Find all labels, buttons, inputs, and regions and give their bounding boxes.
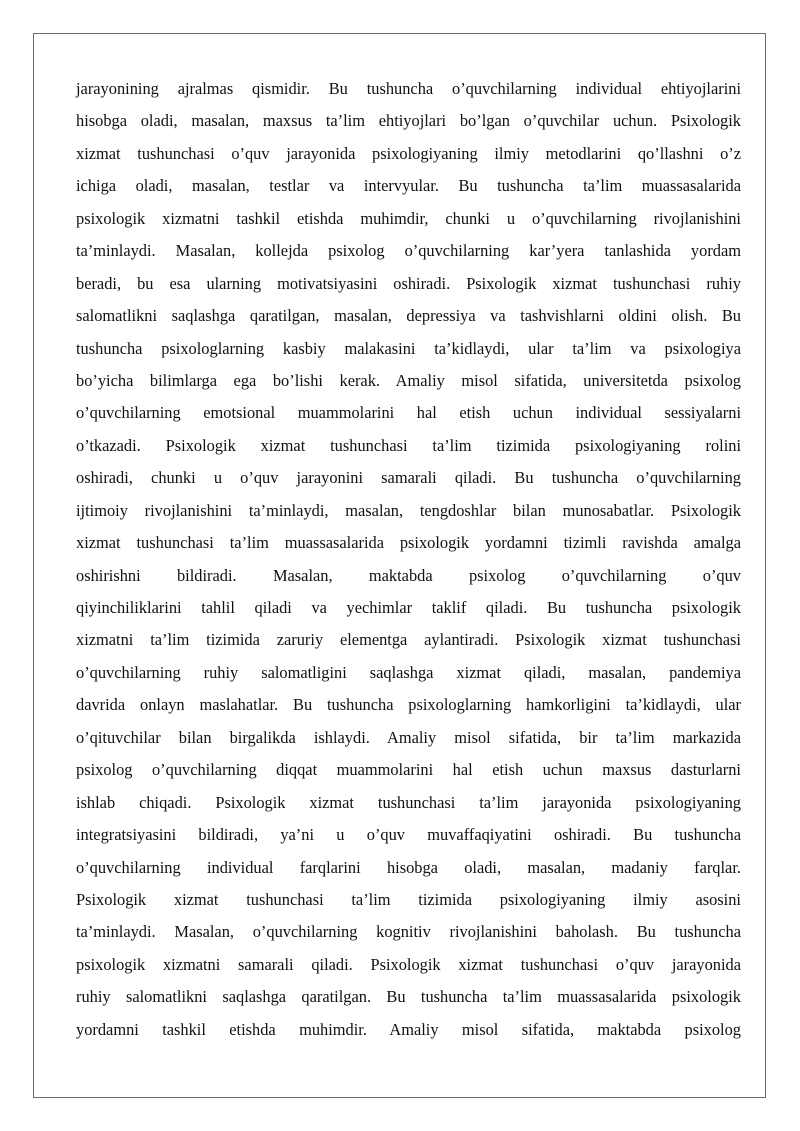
- text-line: Psixologik xizmat tushunchasi ta’lim tizimida psixologiyaning ilmiy asosini: [76, 889, 741, 909]
- text-line: xizmatni ta’lim tizimida zaruriy elementga aylantiradi. Psixologik xizmat tushunchasi: [76, 630, 741, 650]
- text-line: tushuncha psixologlarning kasbiy malakasini ta’kidlaydi, ular ta’lim va psixologiya: [76, 338, 741, 358]
- text-line: o’quvchilarning individual farqlarini hisobga oladi, masalan, madaniy farqlar.: [76, 857, 741, 877]
- text-line: xizmat tushunchasi ta’lim muassasalarida psixologik yordamni tizimli ravishda amalga: [76, 533, 741, 553]
- text-line: o’quvchilarning ruhiy salomatligini saqlashga xizmat qiladi, masalan, pandemiya: [76, 662, 741, 682]
- text-line: ta’minlaydi. Masalan, o’quvchilarning kognitiv rivojlanishini baholash. Bu tushuncha: [76, 922, 741, 942]
- text-line: jarayonining ajralmas qismidir. Bu tushuncha o’quvchilarning individual ehtiyojlarini: [76, 79, 741, 98]
- text-line: hisobga oladi, masalan, maxsus ta’lim ehtiyojlari bo’lgan o’quvchilar uchun. Psixologik: [76, 111, 741, 131]
- text-line: davrida onlayn maslahatlar. Bu tushuncha psixologlarning hamkorligini ta’kidlaydi, ular: [76, 695, 741, 715]
- text-line: yordamni tashkil etishda muhimdir. Amaliy misol sifatida, maktabda psixolog: [76, 1019, 741, 1039]
- text-line: psixologik xizmatni samarali qiladi. Psixologik xizmat tushunchasi o’quv jarayonida: [76, 954, 741, 974]
- text-line: ta’minlaydi. Masalan, kollejda psixolog o’quvchilarning kar’yera tanlashida yordam: [76, 241, 741, 261]
- text-line: psixologik xizmatni tashkil etishda muhimdir, chunki u o’quvchilarning rivojlanishini: [76, 208, 741, 228]
- text-line: psixolog o’quvchilarning diqqat muammolarini hal etish uchun maxsus dasturlarni: [76, 760, 741, 780]
- text-line: xizmat tushunchasi o’quv jarayonida psixologiyaning ilmiy metodlarini qo’llashni o’z: [76, 143, 741, 163]
- text-line: oshirishni bildiradi. Masalan, maktabda psixolog o’quvchilarning o’quv: [76, 565, 741, 585]
- text-line: ruhiy salomatlikni saqlashga qaratilgan. Bu tushuncha ta’lim muassasalarida psixologik: [76, 987, 741, 1007]
- text-line: salomatlikni saqlashga qaratilgan, masalan, depressiya va tashvishlarni oldini olish. Bu: [76, 306, 741, 326]
- text-line: o’quvchilarning emotsional muammolarini hal etish uchun individual sessiyalarni: [76, 403, 741, 423]
- text-line: bo’yicha bilimlarga ega bo’lishi kerak. Amaliy misol sifatida, universitetda psixolog: [76, 370, 741, 390]
- text-line: oshiradi, chunki u o’quv jarayonini samarali qiladi. Bu tushuncha o’quvchilarning: [76, 468, 741, 488]
- body-paragraph: [76, 73, 741, 1046]
- text-line: qiyinchiliklarini tahlil qiladi va yechimlar taklif qiladi. Bu tushuncha psixologik: [76, 598, 741, 617]
- text-line: o’tkazadi. Psixologik xizmat tushunchasi ta’lim tizimida psixologiyaning rolini: [76, 435, 741, 455]
- text-line: o’qituvchilar bilan birgalikda ishlaydi. Amaliy misol sifatida, bir ta’lim markazida: [76, 727, 741, 747]
- text-line: integratsiyasini bildiradi, ya’ni u o’quv muvaffaqiyatini oshiradi. Bu tushuncha: [76, 825, 741, 845]
- text-line: ijtimoiy rivojlanishini ta’minlaydi, masalan, tengdoshlar bilan munosabatlar. Psixologik: [76, 500, 741, 520]
- text-line: beradi, bu esa ularning motivatsiyasini oshiradi. Psixologik xizmat tushunchasi ruhiy: [76, 273, 741, 293]
- text-line: ichiga oladi, masalan, testlar va intervyular. Bu tushuncha ta’lim muassasalarida: [76, 176, 741, 196]
- text-line: ishlab chiqadi. Psixologik xizmat tushunchasi ta’lim jarayonida psixologiyaning: [76, 792, 741, 812]
